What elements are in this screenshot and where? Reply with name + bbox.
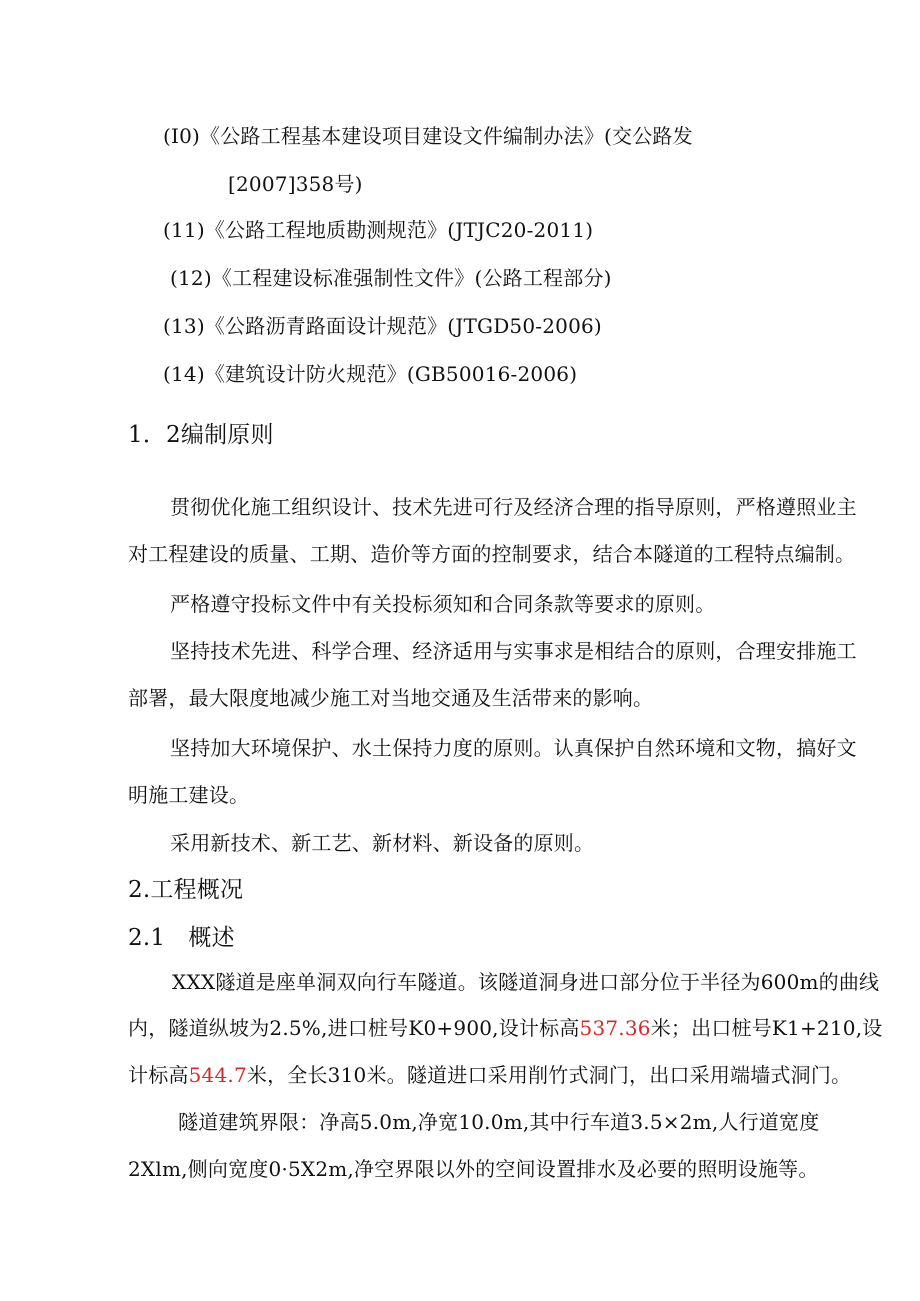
paragraph-line: 部署，最大限度地减少施工对当地交通及生活带来的影响。 (128, 686, 654, 710)
paragraph-line: 贯彻优化施工组织设计、技术先进可行及经济合理的指导原则，严格遵照业主 (170, 495, 857, 519)
reference-item: (13)《公路沥青路面设计规范》(JTGD50-2006) (163, 314, 602, 338)
section-heading: 1．2编制原则 (128, 422, 274, 448)
overview-text: 计标高 (128, 1063, 189, 1087)
reference-item-continuation: [2007]358号) (228, 172, 363, 196)
overview-line (128, 1014, 882, 1042)
reference-item: (11)《公路工程地质勘测规范》(JTJC20-2011) (163, 218, 594, 242)
paragraph-line: 坚持技术先进、科学合理、经济适用与实事求是相结合的原则，合理安排施工 (170, 639, 857, 663)
overview-line: XXX隧道是座单洞双向行车隧道。该隧道洞身进口部分位于半径为600m的曲线 (172, 970, 880, 994)
paragraph-line: 严格遵守投标文件中有关投标须知和合同条款等要求的原则。 (170, 592, 716, 616)
paragraph-line: 坚持加大环境保护、水土保持力度的原则。认真保护自然环境和文物，搞好文 (170, 736, 857, 760)
clearance-line: 隧道建筑界限：净高5.0m,净宽10.0m,其中行车道3.5×2m,人行道宽度 (178, 1110, 820, 1134)
overview-line (128, 1061, 851, 1089)
reference-item: (I0)《公路工程基本建设项目建设文件编制办法》(交公路发 (163, 124, 693, 148)
reference-item: (12)《工程建设标准强制性文件》(公路工程部分) (170, 266, 612, 290)
overview-text: 内，隧道纵坡为2.5%,进口桩号K0+900,设计标高 (128, 1016, 580, 1040)
subsection-heading: 2.1 概述 (128, 925, 235, 951)
overview-text: 米，全长310米。隧道进口采用削竹式洞门，出口采用端墙式洞门。 (246, 1063, 852, 1087)
paragraph-line: 采用新技术、新工艺、新材料、新设备的原则。 (170, 831, 595, 855)
reference-item: (14)《建筑设计防火规范》(GB50016-2006) (163, 362, 578, 386)
entry-elevation-value: 537.36 (579, 1016, 651, 1040)
paragraph-line: 对工程建设的质量、工期、造价等方面的控制要求，结合本隧道的工程特点编制。 (128, 542, 856, 566)
exit-elevation-value: 544.7 (188, 1063, 247, 1087)
paragraph-line: 明施工建设。 (128, 783, 250, 807)
clearance-line: 2Xlm,侧向宽度0·5X2m,净空界限以外的空间设置排水及必要的照明设施等。 (128, 1157, 819, 1181)
section-heading: 2.工程概况 (128, 877, 244, 903)
overview-text: 米；出口桩号K1+210,设 (650, 1016, 883, 1040)
